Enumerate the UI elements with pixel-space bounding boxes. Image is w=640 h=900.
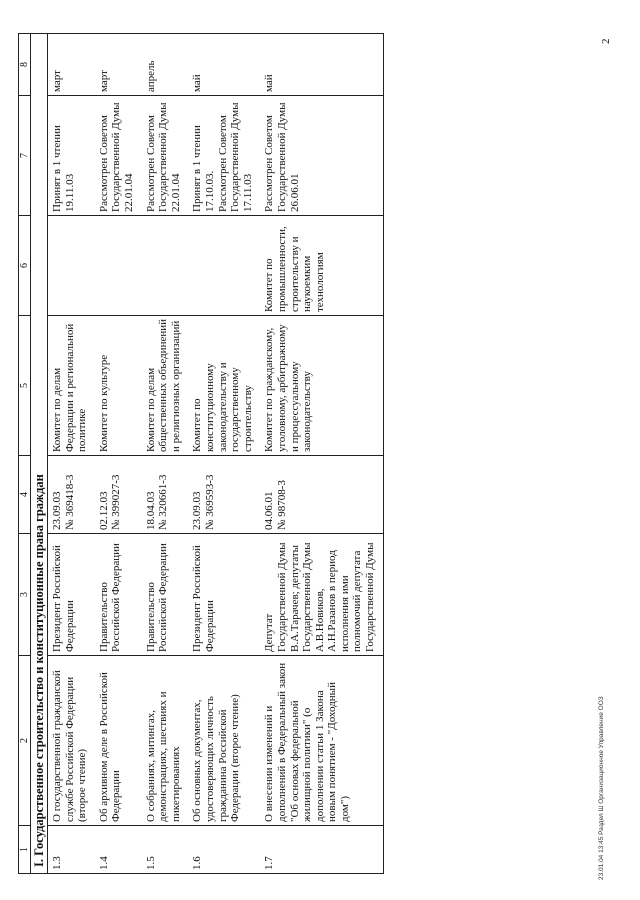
bill-initiator: Правительство Российской Федерации bbox=[95, 534, 142, 656]
bill-initiator: Президент Российской Федерации bbox=[188, 534, 260, 656]
section-title: I. Государственное строительство и конституционные права граждан bbox=[31, 34, 48, 874]
bill-status bbox=[188, 96, 260, 216]
page-number: 2 bbox=[600, 38, 612, 44]
responsible-committee: Комитет по гражданскому, уголовному, арбитражному и процессуальному законодательству bbox=[260, 316, 383, 456]
bill-initiator: Президент Российской Федерации bbox=[48, 534, 95, 656]
bill-number: № 369593-3 bbox=[203, 474, 216, 530]
status-line: Принят в 1 чтении 19.11.03 bbox=[51, 125, 76, 212]
bill-title: Об основных документах, удостоверяющих личность гражданина Российской Федерации (второе чтение) bbox=[188, 656, 260, 826]
status-line: Рассмотрен Советом Государственной Думы 17.11.03 bbox=[216, 102, 254, 212]
bill-number: № 320661-3 bbox=[157, 474, 170, 530]
responsible-committee: Комитет по делам общественных объединений и религиозных организаций bbox=[142, 316, 189, 456]
registration-cell bbox=[142, 456, 189, 534]
registration-date: 23.09.03 bbox=[51, 491, 63, 530]
bill-title: О собраниях, митингах, демонстрациях, шествиях и пикетированиях bbox=[142, 656, 189, 826]
bill-initiator: Депутат Государственной Думы В.А.Тарачев; депутаты Государственной Думы А.В.Новиков, А.Н.Разанов в период исполнения ими полномочий депутата Государственной Думы bbox=[260, 534, 383, 656]
registration-cell bbox=[95, 456, 142, 534]
table-row bbox=[188, 34, 260, 874]
planned-month: апрель bbox=[142, 34, 189, 96]
column-number: 7 bbox=[19, 96, 31, 216]
print-footer: 23.01.04 13:45 Раздел Ш Организационное Управление ООЗ bbox=[598, 696, 605, 880]
bill-status bbox=[260, 96, 383, 216]
column-number: 1 bbox=[19, 826, 31, 874]
registration-cell bbox=[48, 456, 95, 534]
column-number: 8 bbox=[19, 34, 31, 96]
registration-date: 04.06.01 bbox=[263, 491, 276, 530]
column-number-row bbox=[19, 34, 31, 874]
registration-date: 23.09.03 bbox=[191, 491, 204, 530]
planned-month: март bbox=[48, 34, 95, 96]
row-number: 1.7 bbox=[260, 826, 383, 874]
planned-month: март bbox=[95, 34, 142, 96]
status-line: Рассмотрен Советом Государственной Думы 22.01.04 bbox=[144, 102, 182, 212]
planned-month: май bbox=[188, 34, 260, 96]
bill-title: О внесении изменений и дополнений в Федеральный закон "Об основах федеральной жилищной политики" (о дополнении статьи 1 Закона новым понятием - "Доходный дом") bbox=[260, 656, 383, 826]
registration-cell bbox=[260, 456, 383, 534]
registration-cell bbox=[188, 456, 260, 534]
bill-number: № 98708-3 bbox=[275, 480, 288, 530]
column-number: 6 bbox=[19, 216, 31, 316]
responsible-committee: Комитет по делам Федерации и региональной политике bbox=[48, 316, 95, 456]
co-committee bbox=[188, 216, 260, 316]
row-number: 1.6 bbox=[188, 826, 260, 874]
bill-title: Об архивном деле в Российской Федерации bbox=[95, 656, 142, 826]
status-line: Принят в 1 чтении 17.10.03. bbox=[191, 125, 216, 212]
bill-initiator: Правительство Российской Федерации bbox=[142, 534, 189, 656]
bill-status bbox=[142, 96, 189, 216]
responsible-committee: Комитет по конституционному законодательству и государственному строительству bbox=[188, 316, 260, 456]
row-number: 1.3 bbox=[48, 826, 95, 874]
legislative-plan-table bbox=[18, 33, 384, 874]
section-row bbox=[31, 34, 48, 874]
bill-title: О государственной гражданской службе Российской Федерации (второе чтение) bbox=[48, 656, 95, 826]
row-number: 1.5 bbox=[142, 826, 189, 874]
co-committee bbox=[142, 216, 189, 316]
co-committee bbox=[48, 216, 95, 316]
column-number: 2 bbox=[19, 656, 31, 826]
co-committee: Комитет по промышленности, строительству и наукоемким технологиям bbox=[260, 216, 383, 316]
registration-date: 02.12.03 bbox=[97, 491, 110, 530]
column-number: 3 bbox=[19, 534, 31, 656]
bill-number: № 399027-3 bbox=[110, 474, 123, 530]
table-row bbox=[95, 34, 142, 874]
registration-date: 18.04.03 bbox=[144, 491, 157, 530]
column-number: 5 bbox=[19, 316, 31, 456]
column-number: 4 bbox=[19, 456, 31, 534]
table-row bbox=[260, 34, 383, 874]
table-row bbox=[142, 34, 189, 874]
bill-status bbox=[48, 96, 95, 216]
responsible-committee: Комитет по культуре bbox=[95, 316, 142, 456]
status-line: Рассмотрен Советом Государственной Думы 22.01.04 bbox=[97, 102, 135, 212]
planned-month: май bbox=[260, 34, 383, 96]
status-line: Рассмотрен Советом Государственной Думы 26.06.01 bbox=[263, 102, 301, 212]
bill-status bbox=[95, 96, 142, 216]
table-row bbox=[48, 34, 95, 874]
co-committee bbox=[95, 216, 142, 316]
row-number: 1.4 bbox=[95, 826, 142, 874]
bill-number: № 369418-3 bbox=[63, 474, 76, 530]
